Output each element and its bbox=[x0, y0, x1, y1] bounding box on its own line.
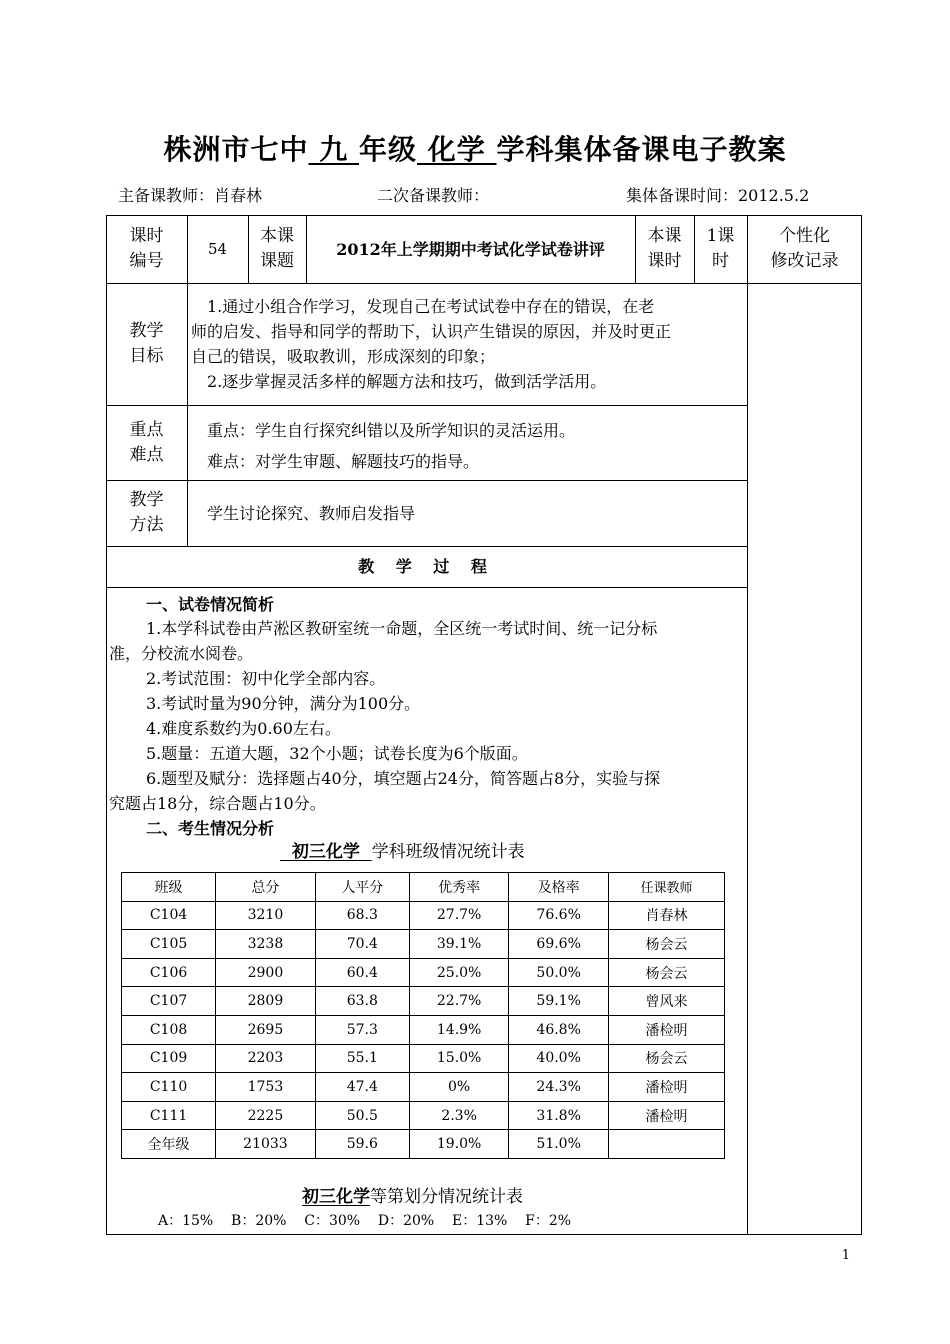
key-point: 重点：学生自行探究纠错以及所学知识的灵活运用。 bbox=[207, 421, 576, 440]
goal-line: 1.通过小组合作学习，发现自己在考试试卷中存在的错误，在老 bbox=[207, 297, 655, 316]
table-row: C107 2809 63.8 22.7% 59.1% 曾风来 bbox=[122, 987, 725, 1016]
table-row: C106 2900 60.4 25.0% 50.0% 杨会云 bbox=[122, 958, 725, 987]
second-teacher: 二次备课教师： bbox=[377, 186, 490, 205]
column-header: 及格率 bbox=[509, 873, 609, 902]
grade-distribution: A：15% B：20% C：30% D：20% E：13% F：2% bbox=[158, 1213, 572, 1229]
table-row: C105 3238 70.4 39.1% 69.6% 杨会云 bbox=[122, 930, 725, 959]
column-header: 优秀率 bbox=[409, 873, 509, 902]
goal-line: 2.逐步掌握灵活多样的解题方法和技巧，做到活学活用。 bbox=[207, 372, 607, 391]
title-subject: 化学 bbox=[417, 133, 497, 166]
methods-label: 教学 方法 bbox=[129, 490, 164, 535]
paragraph: 4.难度系数约为0.60左右。 bbox=[146, 719, 341, 738]
paragraph: 3.考试时量为90分钟，满分为100分。 bbox=[146, 694, 421, 713]
process-title: 教 学 过 程 bbox=[358, 557, 495, 576]
main-teacher: 主备课教师：肖春林 bbox=[118, 186, 263, 205]
title-school: 株洲市七中 bbox=[163, 133, 309, 166]
class-table-title: 初三化学 学科班级情况统计表 bbox=[280, 842, 525, 862]
lesson-no-label: 课时 编号 bbox=[129, 226, 164, 271]
table-row: 全年级 21033 59.6 19.0% 51.0% bbox=[122, 1130, 725, 1159]
table-row: C111 2225 50.5 2.3% 31.8% 潘检明 bbox=[122, 1101, 725, 1130]
paragraph: 2.考试范围：初中化学全部内容。 bbox=[146, 669, 386, 688]
personal-notes-header: 个性化 修改记录 bbox=[770, 226, 839, 271]
section-heading: 二、考生情况分析 bbox=[146, 819, 275, 838]
table-row: C108 2695 57.3 14.9% 46.8% 潘检明 bbox=[122, 1015, 725, 1044]
key-points-label: 重点 难点 bbox=[129, 419, 164, 465]
divider bbox=[106, 587, 747, 588]
lesson-topic: 2012年上学期期中考试化学试卷讲评 bbox=[336, 239, 605, 259]
paragraph: 1.本学科试卷由芦淞区教研室统一命题，全区统一考试时间、统一记分标 bbox=[146, 619, 658, 638]
lesson-no: 54 bbox=[207, 239, 228, 258]
collective-time: 集体备课时间：2012.5.2 bbox=[626, 186, 810, 205]
column-header: 总分 bbox=[216, 873, 316, 902]
difficulty-point: 难点：对学生审题、解题技巧的指导。 bbox=[207, 452, 480, 471]
divider bbox=[106, 405, 747, 406]
column-header: 任课教师 bbox=[608, 873, 724, 902]
grade-table-title: 初三化学等第划分情况统计表 bbox=[302, 1187, 523, 1207]
paragraph: 究题占18分，综合题占10分。 bbox=[109, 794, 326, 813]
topic-label: 本课 课题 bbox=[260, 226, 294, 271]
methods-text: 学生讨论探究、教师启发指导 bbox=[207, 504, 416, 523]
goals-label: 教学 目标 bbox=[129, 321, 164, 366]
paragraph: 准，分校流水阅卷。 bbox=[109, 644, 254, 663]
hours-label: 本课 课时 bbox=[647, 226, 682, 271]
divider bbox=[106, 480, 747, 481]
goal-line: 自己的错误，吸取教训，形成深刻的印象； bbox=[191, 347, 496, 366]
title-grade: 九 bbox=[308, 133, 359, 166]
paragraph: 6.题型及赋分：选择题占40分，填空题占24分，简答题占8分，实验与探 bbox=[146, 769, 661, 788]
page-number: 1 bbox=[841, 1248, 850, 1263]
divider bbox=[747, 215, 748, 1235]
title-grade-suffix: 年级 bbox=[358, 133, 417, 166]
paragraph: 5.题量：五道大题，32个小题；试卷长度为6个版面。 bbox=[146, 744, 528, 763]
column-header: 人平分 bbox=[315, 873, 409, 902]
divider bbox=[106, 283, 862, 284]
table-row: C109 2203 55.1 15.0% 40.0% 杨会云 bbox=[122, 1044, 725, 1073]
title-suffix: 学科集体备课电子教案 bbox=[496, 133, 787, 166]
table-row: C110 1753 47.4 0% 24.3% 潘检明 bbox=[122, 1073, 725, 1102]
lesson-hours: 1课 时 bbox=[706, 226, 735, 271]
table-header-row bbox=[122, 873, 725, 902]
page-title bbox=[0, 128, 950, 168]
section-heading: 一、试卷情况简析 bbox=[146, 595, 275, 614]
column-header: 班级 bbox=[122, 873, 216, 902]
goal-line: 师的启发、指导和同学的帮助下，认识产生错误的原因，并及时更正 bbox=[191, 322, 672, 341]
table-row: C104 3210 68.3 27.7% 76.6% 肖春林 bbox=[122, 901, 725, 930]
class-stats-table bbox=[121, 872, 725, 1159]
